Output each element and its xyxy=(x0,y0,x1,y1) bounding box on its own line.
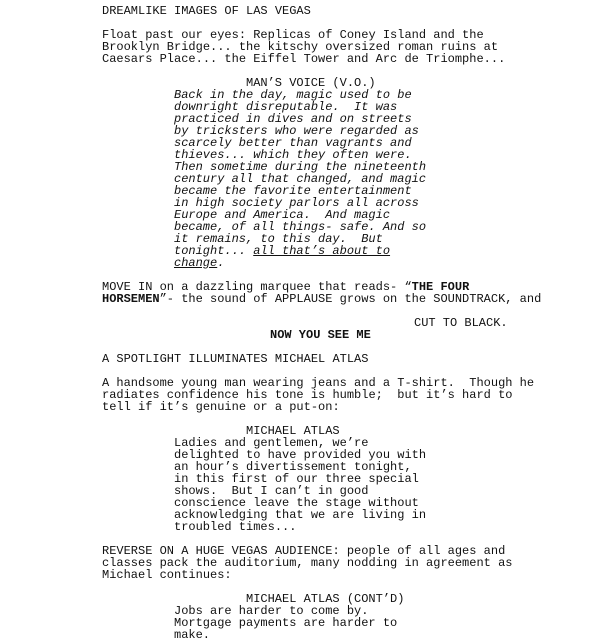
scene-heading: A SPOTLIGHT ILLUMINATES MICHAEL ATLAS xyxy=(102,352,369,366)
dialogue-line xyxy=(174,257,224,269)
scene-heading: DREAMLIKE IMAGES OF LAS VEGAS xyxy=(102,4,311,18)
dialogue-line: Europe and America. And magic xyxy=(174,208,391,222)
dialogue-line: Back in the day, magic used to be xyxy=(174,88,412,102)
dialogue-line: in high society parlors all across xyxy=(174,196,419,210)
character-name: MICHAEL ATLAS (CONT’D) xyxy=(246,592,405,606)
action-text: ”- the sound of APPLAUSE grows on the SOUNDTRACK, and xyxy=(159,292,542,306)
action-line xyxy=(102,293,541,305)
transition: CUT TO BLACK. xyxy=(414,316,508,330)
dialogue-line: in this first of our three special xyxy=(174,472,419,486)
action-text: MOVE IN on a dazzling marquee that reads- “ xyxy=(102,280,412,294)
dialogue-line: an hour’s divertissement tonight, xyxy=(174,460,412,474)
dialogue-line: troubled times... xyxy=(174,520,297,534)
action-line: Float past our eyes: Replicas of Coney Island and the xyxy=(102,28,484,42)
dialogue-line: became the favorite entertainment xyxy=(174,184,412,198)
marquee-text: THE FOUR xyxy=(411,280,470,294)
action-line: tell if it’s genuine or a put-on: xyxy=(102,400,340,414)
dialogue-line: century all that changed, and magic xyxy=(174,172,427,186)
dialogue-line: delighted to have provided you with xyxy=(174,448,427,462)
marquee-text: HORSEMEN xyxy=(102,292,160,306)
dialogue-text: tonight... xyxy=(174,244,254,258)
underlined-text: change xyxy=(174,256,218,270)
underlined-text: all that’s about to xyxy=(253,244,391,258)
action-line: REVERSE ON A HUGE VEGAS AUDIENCE: people of all ages and xyxy=(102,544,506,558)
action-line: radiates confidence his tone is humble; but it’s hard to xyxy=(102,388,513,402)
dialogue-line: it remains, to this day. But xyxy=(174,232,383,246)
character-name: MICHAEL ATLAS xyxy=(246,424,340,438)
title-card: NOW YOU SEE ME xyxy=(270,328,371,342)
dialogue-line: Ladies and gentlemen, we’re xyxy=(174,436,369,450)
dialogue-line: make. xyxy=(174,628,211,642)
dialogue-text: . xyxy=(217,256,225,270)
dialogue-line: practiced in dives and on streets xyxy=(174,112,412,126)
action-line: Brooklyn Bridge... the kitschy oversized roman ruins at xyxy=(102,40,499,54)
action-line: Michael continues: xyxy=(102,568,232,582)
action-line: classes pack the auditorium, many nodding in agreement as xyxy=(102,556,513,570)
dialogue-line: by tricksters who were regarded as xyxy=(174,124,419,138)
action-line: A handsome young man wearing jeans and a T-shirt. Though he xyxy=(102,376,535,390)
character-name: MAN’S VOICE (V.O.) xyxy=(246,76,376,90)
dialogue-line: acknowledging that we are living in xyxy=(174,508,427,522)
dialogue-line: shows. But I can’t in good xyxy=(174,484,369,498)
dialogue-line: Mortgage payments are harder to xyxy=(174,616,398,630)
action-line: Caesars Place... the Eiffel Tower and Arc de Triomphe... xyxy=(102,52,506,66)
dialogue-line: conscience leave the stage without xyxy=(174,496,419,510)
dialogue-line: downright disreputable. It was xyxy=(174,100,398,114)
dialogue-line: Then sometime during the nineteenth xyxy=(174,160,427,174)
dialogue-line: thieves... which they often were. xyxy=(174,148,412,162)
dialogue-line: scarcely better than vagrants and xyxy=(174,136,412,150)
dialogue-line: became, of all things- safe. And so xyxy=(174,220,427,234)
dialogue-line: Jobs are harder to come by. xyxy=(174,604,369,618)
